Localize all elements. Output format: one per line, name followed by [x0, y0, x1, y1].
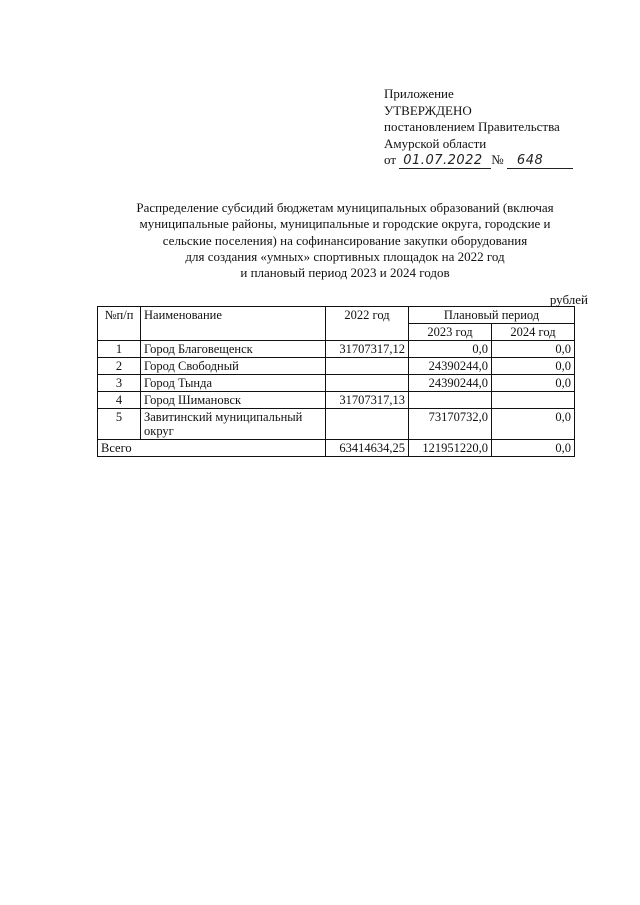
table-row	[98, 341, 575, 358]
row-2024: 0,0	[492, 375, 575, 392]
row-num: 2	[98, 358, 141, 375]
row-2023: 73170732,0	[409, 409, 492, 440]
row-2022: 31707317,12	[326, 341, 409, 358]
resolution-label: постановлением Правительства	[384, 119, 560, 134]
title-line-1: Распределение субсидий бюджетам муниципальных образований (включая	[136, 200, 554, 215]
row-2023: 24390244,0	[409, 358, 492, 375]
row-2022	[326, 375, 409, 392]
row-2022	[326, 409, 409, 440]
header-planning-period: Плановый период	[409, 307, 575, 324]
row-2023	[409, 392, 492, 409]
row-2024: 0,0	[492, 341, 575, 358]
row-2023: 24390244,0	[409, 375, 492, 392]
title-line-2: муниципальные районы, муниципальные и городские округа, городские и	[139, 216, 551, 232]
subsidies-table	[97, 306, 575, 457]
row-2023: 0,0	[409, 341, 492, 358]
row-num: 5	[98, 409, 141, 440]
row-name: Город Шимановск	[141, 392, 326, 409]
table-row	[98, 392, 575, 409]
row-name: Завитинский муниципальный округ	[141, 409, 326, 440]
approved-label: УТВЕРЖДЕНО	[384, 102, 472, 118]
table-total-row	[98, 440, 575, 457]
header-2022: 2022 год	[326, 307, 409, 341]
row-name: Город Тында	[141, 375, 326, 392]
region-label: Амурской области	[384, 135, 487, 151]
approval-block	[384, 86, 624, 169]
header-num: №п/п	[98, 307, 141, 341]
title-line-4: для создания «умных» спортивных площадок на 2022 год	[185, 248, 505, 264]
row-num: 3	[98, 375, 141, 392]
row-2022: 31707317,13	[326, 392, 409, 409]
title-line-5: и плановый период 2023 и 2024 годов	[240, 265, 450, 281]
table-header-row	[98, 307, 575, 324]
header-2023: 2023 год	[409, 324, 492, 341]
row-2024: 0,0	[492, 409, 575, 440]
row-2024: 0,0	[492, 358, 575, 375]
row-2022	[326, 358, 409, 375]
units-label: рублей	[549, 292, 588, 307]
total-2024: 0,0	[492, 440, 575, 457]
resolution-number: 648	[507, 154, 573, 169]
header-name: Наименование	[141, 307, 326, 341]
row-num: 1	[98, 341, 141, 358]
total-2023: 121951220,0	[409, 440, 492, 457]
appendix-label: Приложение	[384, 86, 454, 101]
header-2024: 2024 год	[492, 324, 575, 341]
row-2024	[492, 392, 575, 409]
resolution-date: 01.07.2022	[399, 154, 491, 169]
from-label: от	[384, 152, 397, 167]
row-num: 4	[98, 392, 141, 409]
document-title	[100, 200, 590, 281]
table-row	[98, 409, 575, 440]
resolution-date-line	[384, 152, 624, 169]
row-name: Город Благовещенск	[141, 341, 326, 358]
total-2022: 63414634,25	[326, 440, 409, 457]
number-label: №	[491, 152, 504, 167]
table-row	[98, 358, 575, 375]
title-line-3: сельские поселения) на софинансирование закупки оборудования	[162, 232, 528, 248]
table-row	[98, 375, 575, 392]
row-name: Город Свободный	[141, 358, 326, 375]
total-label: Всего	[98, 440, 326, 457]
